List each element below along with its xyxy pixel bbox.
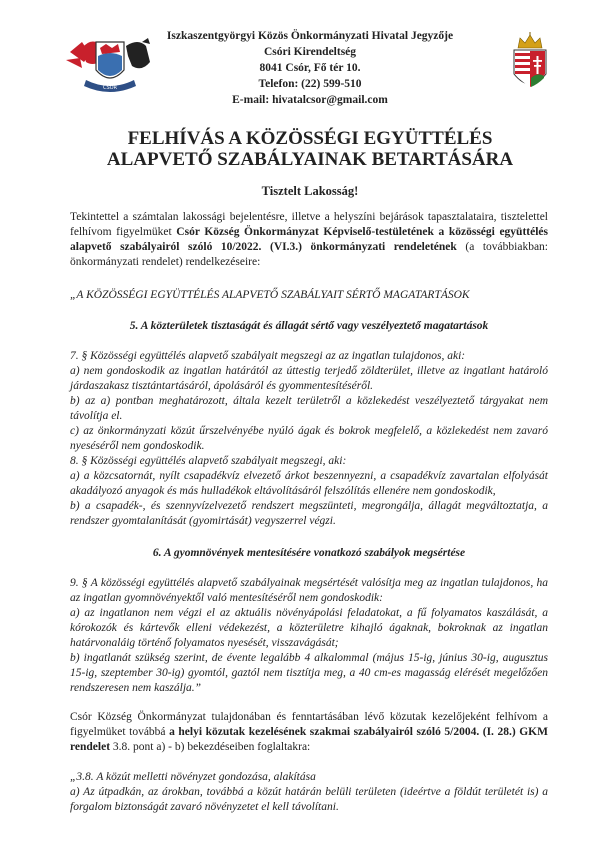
section-5-title: 5. A közterületek tisztaságát és állagát sértő vagy veszélyeztető magatartások (129, 320, 489, 332)
outro-end: 3.8. pont a) - b) bekezdéseiben foglaltakra: (110, 741, 311, 753)
phone: Telefon: (22) 599-510 (258, 78, 362, 90)
outro-text: Csór Község Önkormányzat tulajdonában és fenntartásában lévő közutak kezelőjeként felhívom a figyelmüket továbbá (70, 711, 548, 738)
section-3-8 (70, 770, 548, 815)
section-9 (70, 576, 548, 696)
outro-bold: a helyi közutak kezelésének szakmai szabályairól szóló 5/2004. (I. 28.) GKM rendelet (70, 726, 548, 753)
address: 8041 Csór, Fő tér 10. (259, 62, 361, 74)
s8-head: 8. § Közösségi együttélés alapvető szabályait megszegi, aki: (70, 455, 347, 467)
intro-end: (a továbbiakban: önkormányzati rendelet) rendelkezéseire: (70, 241, 548, 268)
branch-name: Csóri Kirendeltség (263, 46, 357, 58)
intro-bold: Csór Község Önkormányzat Képviselő-testületének a közösségi együttélés alapvető szabályairól szóló 10/2022. (VI.3.) önkormányzati rendeletének (70, 226, 548, 253)
office-name: Iszkaszentgyörgyi Közös Önkormányzati Hivatal Jegyzője (166, 30, 454, 42)
greeting: Tisztelt Lakosság! (261, 184, 359, 198)
s9-a: a) az ingatlanon nem végzi el az aktuális növényápolási feladatokat, a fű folyamatos kaszálását, a kórokozók és kártevők elleni védekezést, a közterületre kihajló ágaknak, bokroknak az ingatlan határvonaláig történő folyamatos nyesését, visszavágását; (70, 607, 548, 649)
section-8 (70, 454, 548, 529)
s7-b: b) az a) pontban meghatározott, általa kezelt területről a közlekedést veszélyeztető tárgyakat nem távolítja el. (70, 395, 548, 422)
s9-b: b) ingatlanát szükség szerint, de évente legalább 4 alkalommal (május 15-ig, június 30-ig, augusztus 15-ig, szeptember 30-ig) gyomtól, gaztól nem tisztítja meg, a 40 cm-es magasság elérését megelőzően rendszeresen nem kaszálja.” (70, 652, 548, 694)
seal-text: CSÓR (102, 85, 118, 91)
s8-a: a) a közcsatornát, nyílt csapadékvíz elvezető árkot beszennyezni, a csapadékvíz zavartalan elfolyását akadályozó anyagok és más hulladékok eltávolításáról felszólítás ellenére nem gondoskodik, (70, 470, 548, 497)
s7-c: c) az önkormányzati közút űrszelvényébe nyúló ágak és bokrok megfelelő, a közlekedést nem zavaró nyeséséről nem gondoskodik. (70, 425, 548, 452)
intro-text: Tekintettel a számtalan lakossági bejelentésre, illetve a helyszíni bejárások tapasztalataira, tisztelettel felhívom figyelmüket (70, 211, 548, 238)
quote-heading: „A KÖZÖSSÉGI EGYÜTTÉLÉS ALAPVETŐ SZABÁLYAIT SÉRTŐ MAGATARTÁSOK (70, 289, 470, 301)
s38-head: „3.8. A közút melletti növényzet gondozása, alakítása (70, 771, 316, 783)
s38-a: a) Az útpadkán, az árokban, továbbá a közút határán belüli területen (ideértve a földút területét is) a forgalom biztonságát zavaró növényzetet el kell távolítani. (70, 786, 548, 813)
title-line-2: ALAPVETŐ SZABÁLYAINAK BETARTÁSÁRA (106, 149, 514, 170)
s7-a: a) nem gondoskodik az ingatlan határától az úttestig terjedő zöldterület, illetve az ingatlant határoló járdaszakasz tisztántartásáról, ápolásáról és gyommentesítéséről. (70, 365, 548, 392)
s7-head: 7. § Közösségi együttélés alapvető szabályait megszegi az az ingatlan tulajdonos, aki: (70, 350, 466, 362)
outro-paragraph (70, 710, 548, 755)
title-line-1: FELHÍVÁS A KÖZÖSSÉGI EGYÜTTÉLÉS (127, 128, 493, 149)
s9-head: 9. § A közösségi együttélés alapvető szabályainak megsértését valósítja meg az ingatlan tulajdonos, ha az ingatlan gyomnövényektől való mentesítéséről nem gondoskodik: (70, 577, 548, 604)
section-6-title: 6. A gyomnövények mentesítésére vonatkozó szabályok megsértése (152, 547, 466, 559)
letterhead (150, 28, 470, 108)
s8-b: b) a csapadék-, és szennyvízelvezető rendszert megszünteti, megrongálja, állagát megváltoztatja, a rendszer gyomtalanítását (gyomirtását) vegyszerrel végzi. (70, 500, 548, 527)
village-coat-of-arms (62, 32, 158, 98)
intro-paragraph (70, 210, 548, 270)
section-7 (70, 349, 548, 454)
email: E-mail: hivatalcsor@gmail.com (232, 94, 388, 106)
document-title (60, 128, 560, 170)
hungarian-coat-of-arms (510, 32, 550, 94)
